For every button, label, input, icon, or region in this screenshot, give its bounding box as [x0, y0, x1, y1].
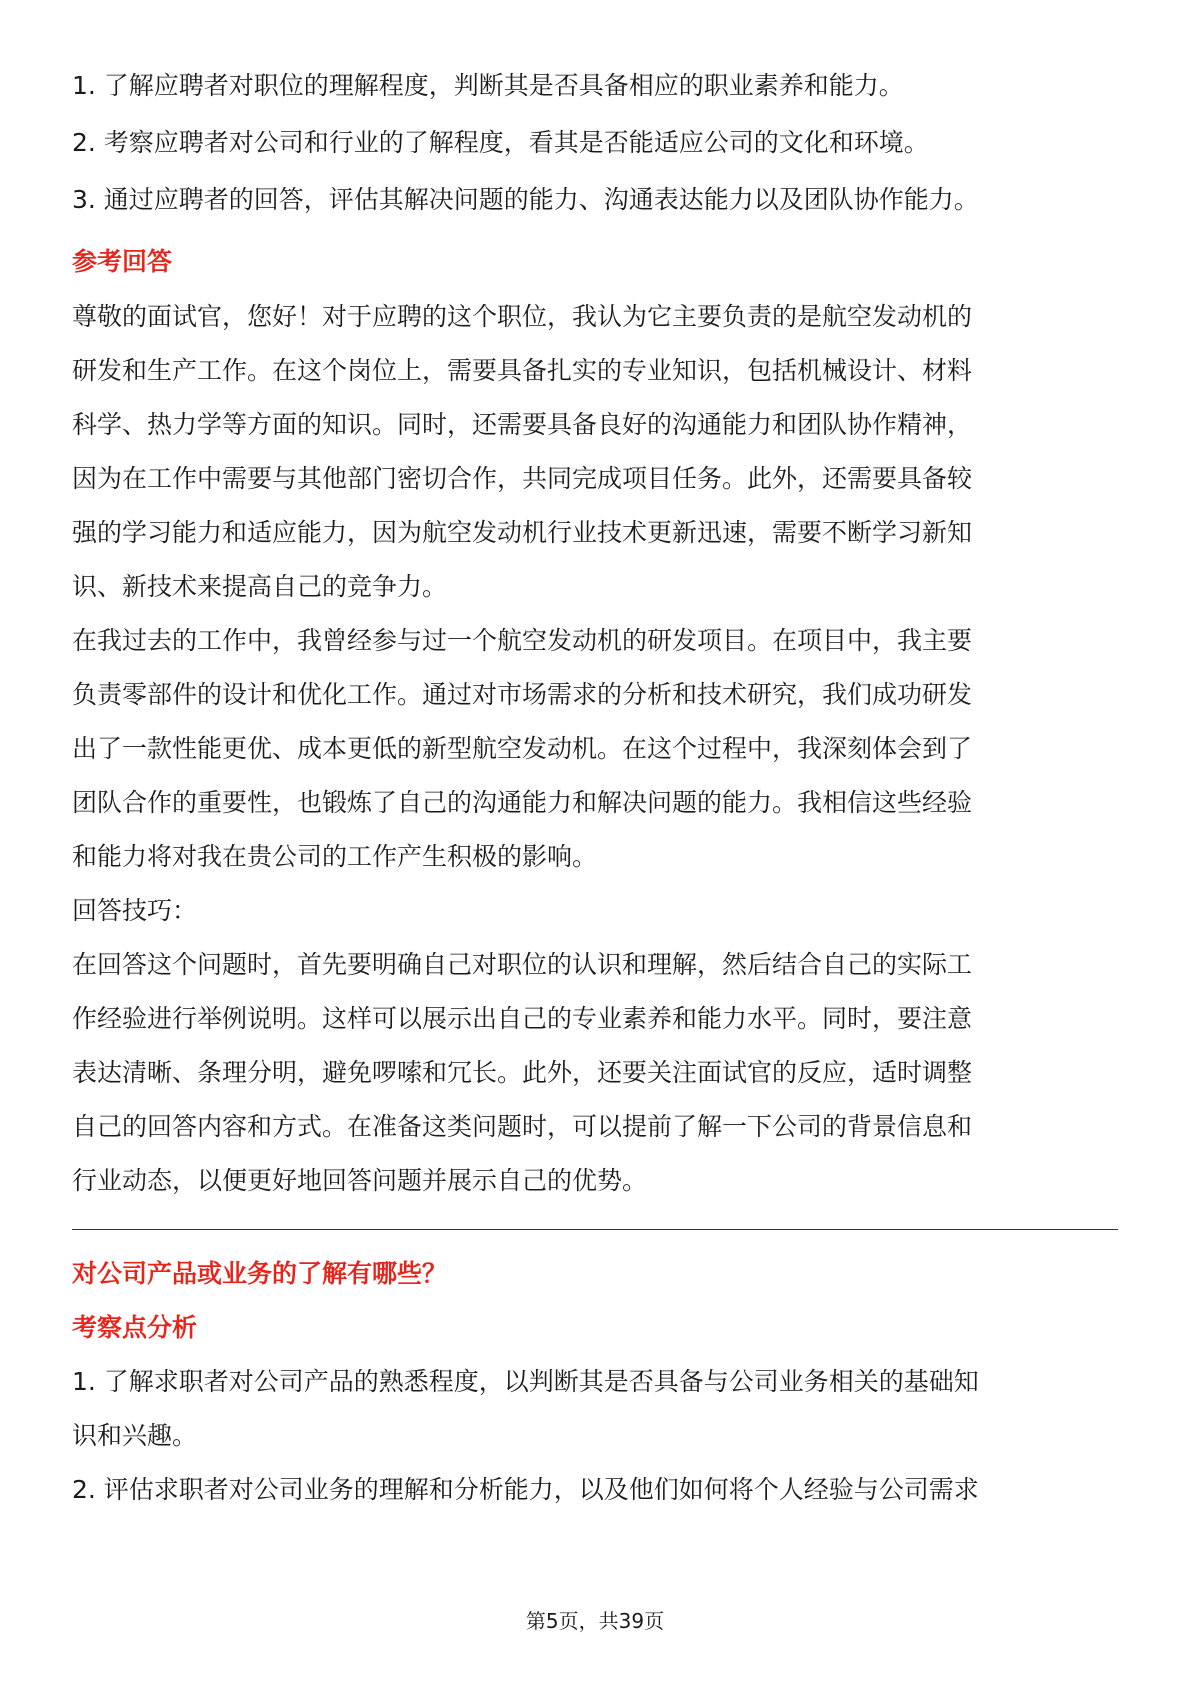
paragraph-line: 和能力将对我在贵公司的工作产生积极的影响。 [72, 842, 598, 871]
paragraph-line: 行业动态，以便更好地回答问题并展示自己的优势。 [72, 1166, 648, 1195]
paragraph-line: 在回答这个问题时，首先要明确自己对职位的认识和理解，然后结合自己的实际工 [72, 950, 973, 979]
paragraph-line: 出了一款性能更优、成本更低的新型航空发动机。在这个过程中，我深刻体会到了 [72, 734, 973, 763]
list-item: 2. 考察应聘者对公司和行业的了解程度，看其是否能适应公司的文化和环境。 [72, 128, 929, 157]
section-divider [72, 1229, 1118, 1230]
list-item: 3. 通过应聘者的回答，评估其解决问题的能力、沟通表达能力以及团队协作能力。 [72, 185, 979, 214]
paragraph-line: 尊敬的面试官，您好！对于应聘的这个职位，我认为它主要负责的是航空发动机的 [72, 302, 973, 331]
paragraph-line: 因为在工作中需要与其他部门密切合作，共同完成项目任务。此外，还需要具备较 [72, 464, 973, 493]
answer-heading: 参考回答 [72, 247, 173, 276]
page-content [72, 66, 1118, 1527]
list-item-continuation: 识和兴趣。 [72, 1421, 198, 1450]
paragraph-line: 团队合作的重要性，也锻炼了自己的沟通能力和解决问题的能力。我相信这些经验 [72, 788, 973, 817]
paragraph-line: 科学、热力学等方面的知识。同时，还需要具备良好的沟通能力和团队协作精神， [72, 410, 973, 439]
paragraph-line: 负责零部件的设计和优化工作。通过对市场需求的分析和技术研究，我们成功研发 [72, 680, 973, 709]
list-item: 2. 评估求职者对公司业务的理解和分析能力，以及他们如何将个人经验与公司需求 [72, 1475, 979, 1504]
paragraph-line: 在我过去的工作中，我曾经参与过一个航空发动机的研发项目。在项目中，我主要 [72, 626, 973, 655]
paragraph-line: 研发和生产工作。在这个岗位上，需要具备扎实的专业知识，包括机械设计、材料 [72, 356, 973, 385]
paragraph-line: 识、新技术来提高自己的竞争力。 [72, 572, 448, 601]
paragraph-line: 表达清晰、条理分明，避免啰嗦和冗长。此外，还要关注面试官的反应，适时调整 [72, 1058, 973, 1087]
list-item: 1. 了解求职者对公司产品的熟悉程度，以判断其是否具备与公司业务相关的基础知 [72, 1367, 979, 1396]
paragraph-line: 自己的回答内容和方式。在准备这类问题时，可以提前了解一下公司的背景信息和 [72, 1112, 973, 1141]
paragraph-line: 强的学习能力和适应能力，因为航空发动机行业技术更新迅速，需要不断学习新知 [72, 518, 973, 547]
tips-label: 回答技巧： [72, 896, 198, 925]
paragraph-line: 作经验进行举例说明。这样可以展示出自己的专业素养和能力水平。同时，要注意 [72, 1004, 973, 1033]
analysis-heading: 考察点分析 [72, 1313, 198, 1342]
list-item: 1. 了解应聘者对职位的理解程度，判断其是否具备相应的职业素养和能力。 [72, 71, 904, 100]
page-number: 第5页，共39页 [525, 1609, 665, 1633]
question-heading: 对公司产品或业务的了解有哪些？ [72, 1259, 448, 1288]
